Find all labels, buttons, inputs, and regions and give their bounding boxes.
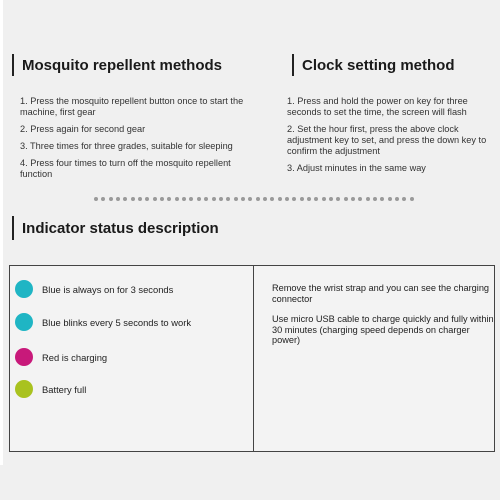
title-bar bbox=[292, 54, 294, 76]
separator-dot bbox=[226, 197, 230, 201]
indicator-label: Battery full bbox=[42, 383, 87, 395]
separator-dot bbox=[366, 197, 370, 201]
indicator-dot-icon bbox=[15, 380, 33, 398]
separator-dot bbox=[182, 197, 186, 201]
separator-dot bbox=[351, 197, 355, 201]
indicator-row-blue-blink bbox=[15, 313, 191, 331]
charging-note-strap: Remove the wrist strap and you can see the charging connector bbox=[272, 283, 490, 304]
separator-dot bbox=[123, 197, 127, 201]
separator-dot bbox=[116, 197, 120, 201]
indicator-label: Blue is always on for 3 seconds bbox=[42, 283, 174, 295]
separator-dot bbox=[189, 197, 193, 201]
separator-dot bbox=[131, 197, 135, 201]
separator-dot bbox=[314, 197, 318, 201]
separator-dot bbox=[336, 197, 340, 201]
indicator-row-blue-on bbox=[15, 280, 173, 298]
separator-dot bbox=[329, 197, 333, 201]
indicator-dot-icon bbox=[15, 313, 33, 331]
separator-dot bbox=[402, 197, 406, 201]
separator-dot bbox=[145, 197, 149, 201]
indicator-row-red bbox=[15, 348, 107, 366]
indicator-dot-icon bbox=[15, 348, 33, 366]
separator-dot bbox=[101, 197, 105, 201]
separator-dot bbox=[94, 197, 98, 201]
clock-step-1: 1. Press and hold the power on key for three seconds to set the time, the screen will flash bbox=[287, 96, 468, 117]
title-bar bbox=[12, 216, 14, 240]
separator-dot bbox=[219, 197, 223, 201]
separator-dot bbox=[234, 197, 238, 201]
mosquito-title-text: Mosquito repellent methods bbox=[22, 56, 223, 74]
clock-step-2: 2. Set the hour first, press the above clock adjustment key to set, and press the down key to confirm the adjustment bbox=[287, 124, 487, 156]
mosquito-step-4: 4. Press four times to turn off the mosquito repellent function bbox=[20, 158, 231, 179]
charging-note-usb: Use micro USB cable to charge quickly and fully within 30 minutes (charging speed depends on charger power) bbox=[272, 314, 494, 345]
clock-section-title bbox=[292, 54, 455, 76]
separator-dot bbox=[344, 197, 348, 201]
separator-dot bbox=[270, 197, 274, 201]
separator-dot bbox=[241, 197, 245, 201]
separator-dot bbox=[167, 197, 171, 201]
clock-steps bbox=[287, 96, 492, 180]
mosquito-section-title bbox=[12, 54, 222, 76]
indicator-label: Red is charging bbox=[42, 351, 108, 363]
indicator-title-text: Indicator status description bbox=[22, 219, 219, 237]
indicator-status-table bbox=[9, 265, 495, 452]
separator-dot bbox=[307, 197, 311, 201]
mosquito-step-2: 2. Press again for second gear bbox=[20, 124, 146, 134]
separator-dot bbox=[373, 197, 377, 201]
separator-dot bbox=[204, 197, 208, 201]
clock-step-3: 3. Adjust minutes in the same way bbox=[287, 163, 426, 173]
indicator-section-title bbox=[12, 216, 219, 240]
left-edge-strip bbox=[0, 0, 3, 465]
indicator-row-battery-full bbox=[15, 380, 86, 398]
separator-dot bbox=[212, 197, 216, 201]
table-divider bbox=[253, 266, 254, 451]
separator-dot bbox=[153, 197, 157, 201]
separator-dot bbox=[285, 197, 289, 201]
mosquito-step-3: 3. Three times for three grades, suitable for sleeping bbox=[20, 141, 233, 151]
separator-dot bbox=[175, 197, 179, 201]
separator-dot bbox=[138, 197, 142, 201]
dotted-separator bbox=[94, 196, 414, 202]
separator-dot bbox=[388, 197, 392, 201]
separator-dot bbox=[322, 197, 326, 201]
separator-dot bbox=[292, 197, 296, 201]
mosquito-steps bbox=[20, 96, 265, 186]
separator-dot bbox=[278, 197, 282, 201]
indicator-dot-icon bbox=[15, 280, 33, 298]
separator-dot bbox=[410, 197, 414, 201]
separator-dot bbox=[300, 197, 304, 201]
separator-dot bbox=[197, 197, 201, 201]
clock-title-text: Clock setting method bbox=[302, 56, 455, 74]
separator-dot bbox=[248, 197, 252, 201]
separator-dot bbox=[109, 197, 113, 201]
indicator-label: Blue blinks every 5 seconds to work bbox=[42, 316, 192, 328]
separator-dot bbox=[256, 197, 260, 201]
separator-dot bbox=[160, 197, 164, 201]
mosquito-step-1: 1. Press the mosquito repellent button once to start the machine, first gear bbox=[20, 96, 244, 117]
separator-dot bbox=[358, 197, 362, 201]
separator-dot bbox=[380, 197, 384, 201]
title-bar bbox=[12, 54, 14, 76]
separator-dot bbox=[263, 197, 267, 201]
separator-dot bbox=[395, 197, 399, 201]
